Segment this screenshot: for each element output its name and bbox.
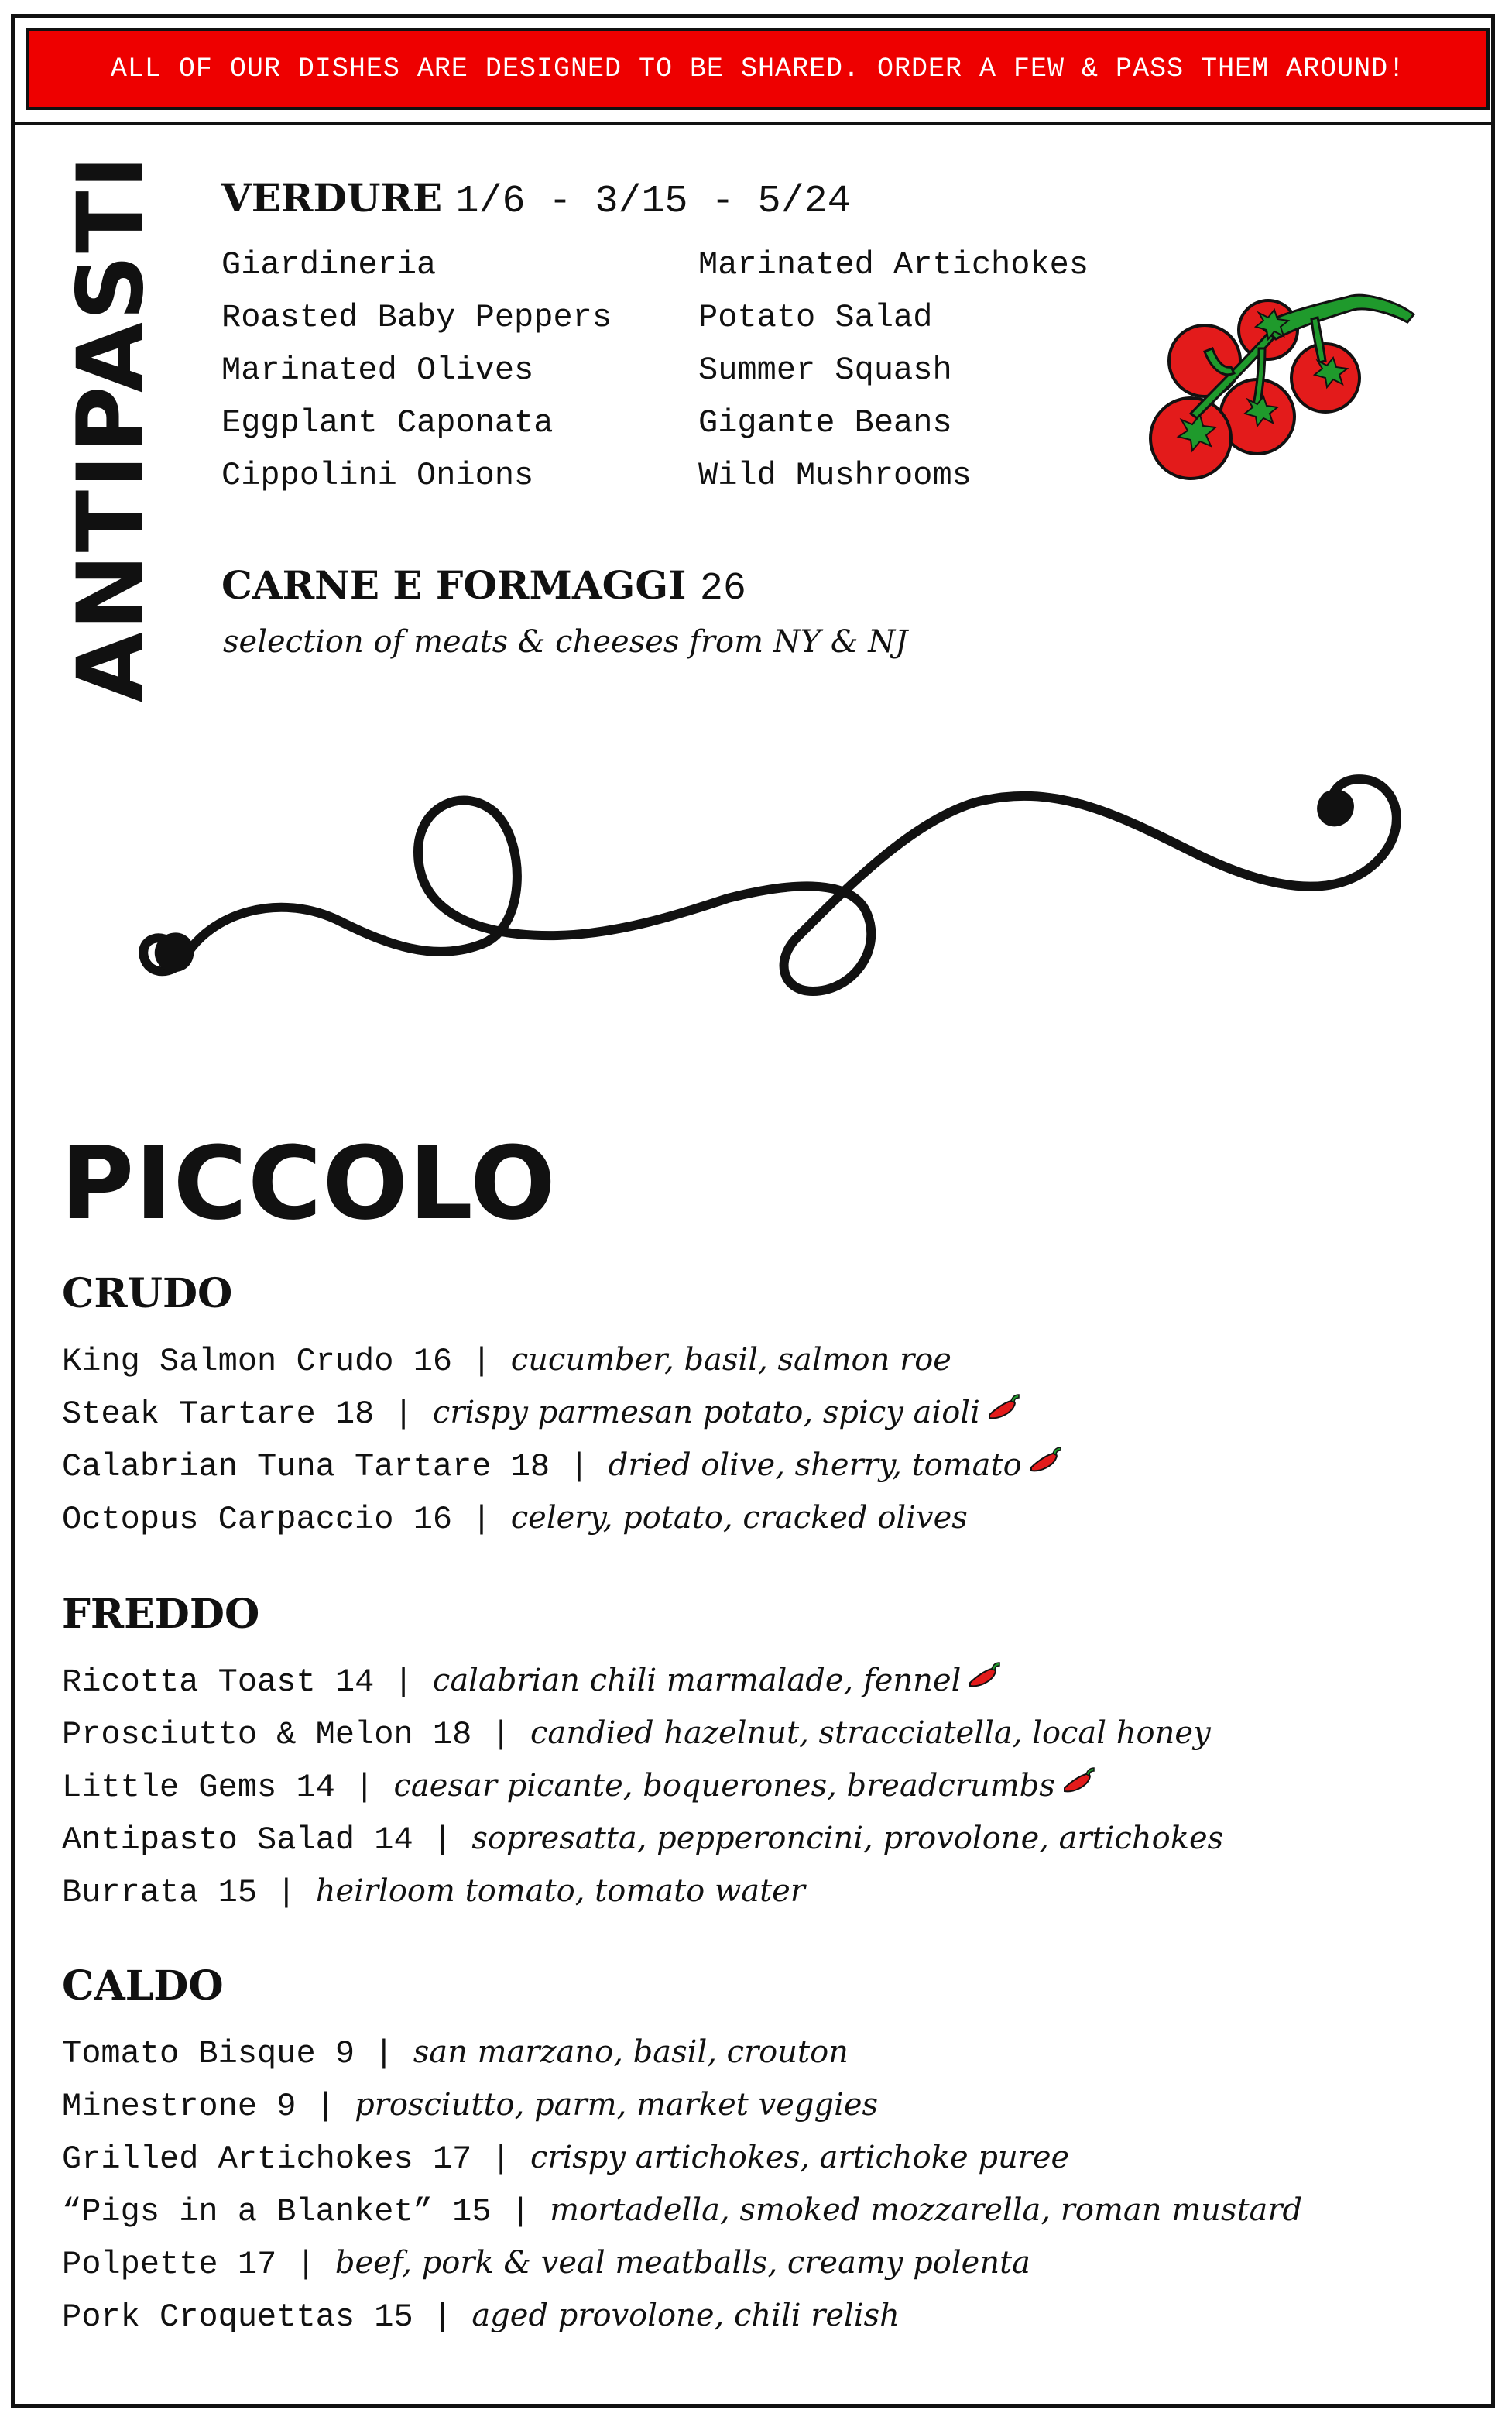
item-description: prosciutto, parm, market veggies [355, 2087, 879, 2123]
item-price: 16 [413, 1343, 453, 1380]
verdure-item: Giardineria [221, 246, 437, 283]
item-name: Steak Tartare [62, 1395, 316, 1433]
item-name: Little Gems [62, 1769, 277, 1806]
verdure-item: Cippolini Onions [221, 457, 534, 494]
item-name: Calabrian Tuna Tartare [62, 1448, 492, 1485]
item-price: 16 [413, 1501, 453, 1538]
item-price: 9 [334, 2035, 355, 2072]
item-name: “Pigs in a Blanket” [62, 2193, 433, 2230]
menu-item [62, 1439, 1062, 1491]
menu-item [62, 2078, 1302, 2131]
menu-item [62, 1386, 1062, 1439]
pasta-swirl-icon [93, 759, 1425, 1053]
verdure-item: Potato Salad [698, 299, 933, 336]
item-price: 17 [237, 2246, 277, 2283]
item-description: cucumber, basil, salmon roe [510, 1342, 951, 1378]
item-name: King Salmon Crudo [62, 1343, 394, 1380]
item-description: crispy artichokes, artichoke puree [530, 2140, 1070, 2175]
item-name: Ricotta Toast [62, 1663, 316, 1701]
separator: | [334, 1769, 394, 1806]
separator: | [471, 2140, 530, 2178]
separator: | [355, 2035, 413, 2072]
crudo-heading: CRUDO [62, 1270, 233, 1317]
item-name: Minestrone [62, 2088, 258, 2125]
item-description: calabrian chili marmalade, fennel [432, 1663, 962, 1698]
item-price: 18 [334, 1395, 375, 1433]
carne-price: 26 [699, 567, 746, 611]
item-name: Burrata [62, 1874, 199, 1911]
caldo-list [62, 2026, 1302, 2342]
verdure-item: Marinated Olives [221, 352, 534, 389]
menu-item [62, 1491, 1062, 1544]
menu-item [62, 2026, 1302, 2078]
item-name: Tomato Bisque [62, 2035, 316, 2072]
separator: | [550, 1448, 609, 1485]
item-description: sopresatta, pepperoncini, provolone, artichokes [471, 1821, 1224, 1856]
separator: | [296, 2088, 355, 2125]
separator: | [452, 1343, 511, 1380]
carne-heading: CARNE E FORMAGGI 26 [221, 562, 746, 611]
separator: | [491, 2193, 550, 2230]
chili-pepper-icon [1060, 1761, 1095, 1814]
chili-pepper-icon [985, 1388, 1020, 1440]
item-description: caesar picante, boquerones, breadcrumbs [393, 1768, 1055, 1804]
verdure-item: Wild Mushrooms [698, 457, 972, 494]
item-price: 15 [218, 1874, 258, 1911]
menu-item [62, 2131, 1302, 2184]
separator: | [413, 1821, 472, 1859]
menu-item [62, 2184, 1302, 2236]
item-name: Polpette [62, 2246, 218, 2283]
verdure-list-left [221, 239, 612, 502]
item-name: Pork Croquettas [62, 2298, 355, 2336]
menu-item [62, 1812, 1223, 1865]
item-description: crispy parmesan potato, spicy aioli [432, 1395, 980, 1430]
carne-description: selection of meats & cheeses from NY & NJ [223, 624, 908, 660]
item-description: heirloom tomato, tomato water [315, 1873, 805, 1909]
verdure-heading: VERDURE 1/6 - 3/15 - 5/24 [221, 175, 851, 224]
verdure-item: Marinated Artichokes [698, 246, 1089, 283]
separator: | [413, 2298, 472, 2336]
item-description: dried olive, sherry, tomato [608, 1447, 1022, 1483]
sharing-banner: ALL OF OUR DISHES ARE DESIGNED TO BE SHARED. ORDER A FEW & PASS THEM AROUND! [26, 28, 1490, 110]
freddo-list [62, 1654, 1223, 1917]
item-name: Octopus Carpaccio [62, 1501, 394, 1538]
verdure-item: Summer Squash [698, 352, 952, 389]
item-name: Prosciutto & Melon [62, 1716, 413, 1753]
crudo-list [62, 1334, 1062, 1544]
separator: | [471, 1716, 530, 1753]
item-description: san marzano, basil, crouton [413, 2034, 849, 2070]
separator: | [276, 2246, 335, 2283]
item-name: Antipasto Salad [62, 1821, 355, 1859]
item-price: 14 [334, 1663, 375, 1701]
antipasti-title: ANTIPASTI [57, 153, 163, 703]
separator: | [257, 1874, 316, 1911]
separator: | [374, 1395, 433, 1433]
banner-section [11, 14, 1495, 125]
menu-item [62, 2289, 1302, 2342]
menu-item [62, 1334, 1062, 1386]
item-price: 14 [374, 1821, 413, 1859]
item-price: 14 [296, 1769, 335, 1806]
verdure-item: Gigante Beans [698, 404, 952, 441]
item-name: Grilled Artichokes [62, 2140, 413, 2178]
freddo-heading: FREDDO [62, 1591, 260, 1638]
chili-pepper-icon [965, 1656, 1001, 1708]
item-description: beef, pork & veal meatballs, creamy polenta [334, 2245, 1031, 2281]
item-price: 9 [276, 2088, 297, 2125]
verdure-item: Roasted Baby Peppers [221, 299, 612, 336]
item-price: 18 [432, 1716, 472, 1753]
item-price: 15 [374, 2298, 413, 2336]
item-description: aged provolone, chili relish [471, 2298, 900, 2333]
item-price: 17 [432, 2140, 472, 2178]
separator: | [452, 1501, 511, 1538]
separator: | [374, 1663, 433, 1701]
caldo-heading: CALDO [62, 1962, 224, 2010]
item-description: celery, potato, cracked olives [510, 1500, 968, 1536]
item-description: candied hazelnut, stracciatella, local honey [530, 1715, 1211, 1751]
menu-item [62, 1654, 1223, 1707]
menu-item [62, 1759, 1223, 1812]
verdure-prices: 1/6 - 3/15 - 5/24 [455, 180, 851, 224]
piccolo-title: PICCOLO [60, 1124, 557, 1242]
chili-pepper-icon [1027, 1440, 1062, 1493]
verdure-item: Eggplant Caponata [221, 404, 554, 441]
item-price: 15 [452, 2193, 492, 2230]
item-price: 18 [510, 1448, 550, 1485]
verdure-list-right [698, 239, 1089, 502]
item-description: mortadella, smoked mozzarella, roman mustard [550, 2192, 1303, 2228]
tomato-vine-icon [1135, 287, 1429, 480]
menu-item [62, 1707, 1223, 1759]
menu-item [62, 1865, 1223, 1917]
menu-item [62, 2236, 1302, 2289]
